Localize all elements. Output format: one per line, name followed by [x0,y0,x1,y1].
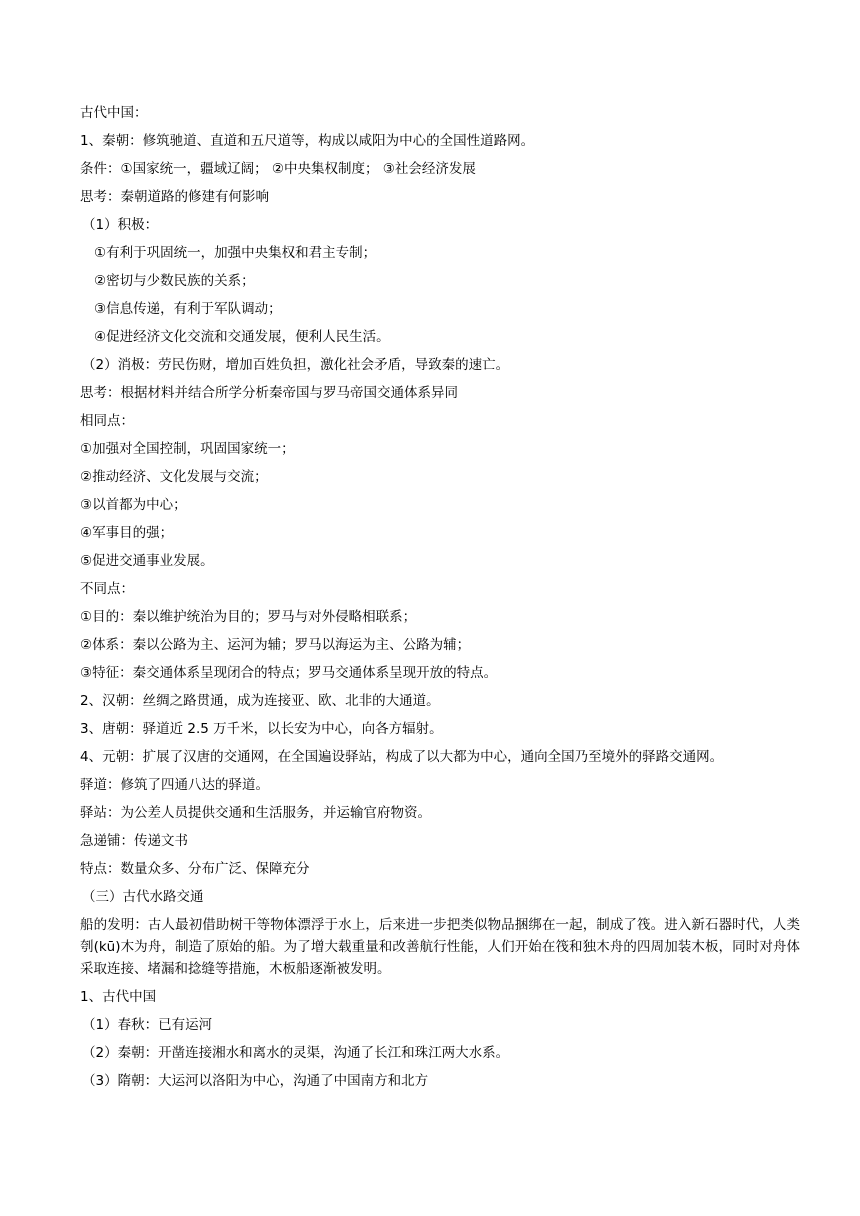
text-line: 驿站：为公差人员提供交通和生活服务，并运输官府物资。 [80,805,431,821]
text-line: ③以首都为中心； [80,497,187,513]
text-line: （1）春秋：已有运河 [82,1017,213,1033]
text-line: 2、汉朝：丝绸之路贯通，成为连接亚、欧、北非的大通道。 [80,693,440,709]
text-line: （三）古代水路交通 [82,889,204,905]
text-line: 特点：数量众多、分布广泛、保障充分 [80,861,310,877]
document-page [80,104,800,1100]
text-line: ②体系：秦以公路为主、运河为辅；罗马以海运为主、公路为辅； [80,637,471,653]
text-line: ③信息传递，有利于军队调动； [94,301,282,317]
text-line: 急递铺：传递文书 [80,833,188,849]
text-line: 古代中国： [80,105,148,121]
text-line: （1）积极： [82,217,159,233]
text-line: 驿道：修筑了四通八达的驿道。 [80,777,269,793]
text-line: 条件：①国家统一，疆域辽阔； ②中央集权制度； ③社会经济发展 [80,161,476,177]
text-line: ①目的：秦以维护统治为目的；罗马与对外侵略相联系； [80,609,417,625]
text-line: ④军事目的强； [80,525,174,541]
text-line: （3）隋朝：大运河以洛阳为中心，沟通了中国南方和北方 [82,1073,429,1089]
text-line: ④促进经济文化交流和交通发展，便利人民生活。 [94,329,390,345]
text-line: ③特征：秦交通体系呈现闭合的特点；罗马交通体系呈现开放的特点。 [80,665,498,681]
document-body-tail [80,988,800,1090]
document-body [80,104,800,906]
text-line: ①加强对全国控制，巩固国家统一； [80,441,295,457]
text-line: ②密切与少数民族的关系； [94,273,255,289]
text-line: （2）消极：劳民伤财，增加百姓负担，激化社会矛盾，导致秦的速亡。 [82,357,510,373]
text-line: 1、古代中国 [80,989,157,1005]
text-line: 1、秦朝：修筑驰道、直道和五尺道等，构成以咸阳为中心的全国性道路网。 [80,133,535,149]
text-line: 不同点： [80,581,134,597]
text-line: 相同点： [80,413,134,429]
text-line: ②推动经济、文化发展与交流； [80,469,268,485]
text-line: ⑤促进交通事业发展。 [80,553,214,569]
text-line: 4、元朝：扩展了汉唐的交通网，在全国遍设驿站，构成了以大都为中心，通向全国乃至境外的驿路交通网。 [80,749,724,765]
paragraph-boat-invention: 船的发明：古人最初借助树干等物体漂浮于水上，后来进一步把类似物品捆绑在一起，制成了筏。进入新石器时代，人类刳(kū)木为舟，制造了原始的船。为了增大载重量和改善航行性能，人们开始在筏和独木舟的四周加装木板，同时对舟体采取连接、堵漏和捻缝等措施，木板船逐渐被发明。 [80,917,800,977]
text-line: 3、唐朝：驿道近 2.5 万千米，以长安为中心，向各方辐射。 [80,721,443,737]
text-line: 思考：根据材料并结合所学分析秦帝国与罗马帝国交通体系异同 [80,385,458,401]
text-line: 思考：秦朝道路的修建有何影响 [80,189,269,205]
text-line: ①有利于巩固统一，加强中央集权和君主专制； [94,245,377,261]
text-line: （2）秦朝：开凿连接湘水和离水的灵渠，沟通了长江和珠江两大水系。 [82,1045,510,1061]
